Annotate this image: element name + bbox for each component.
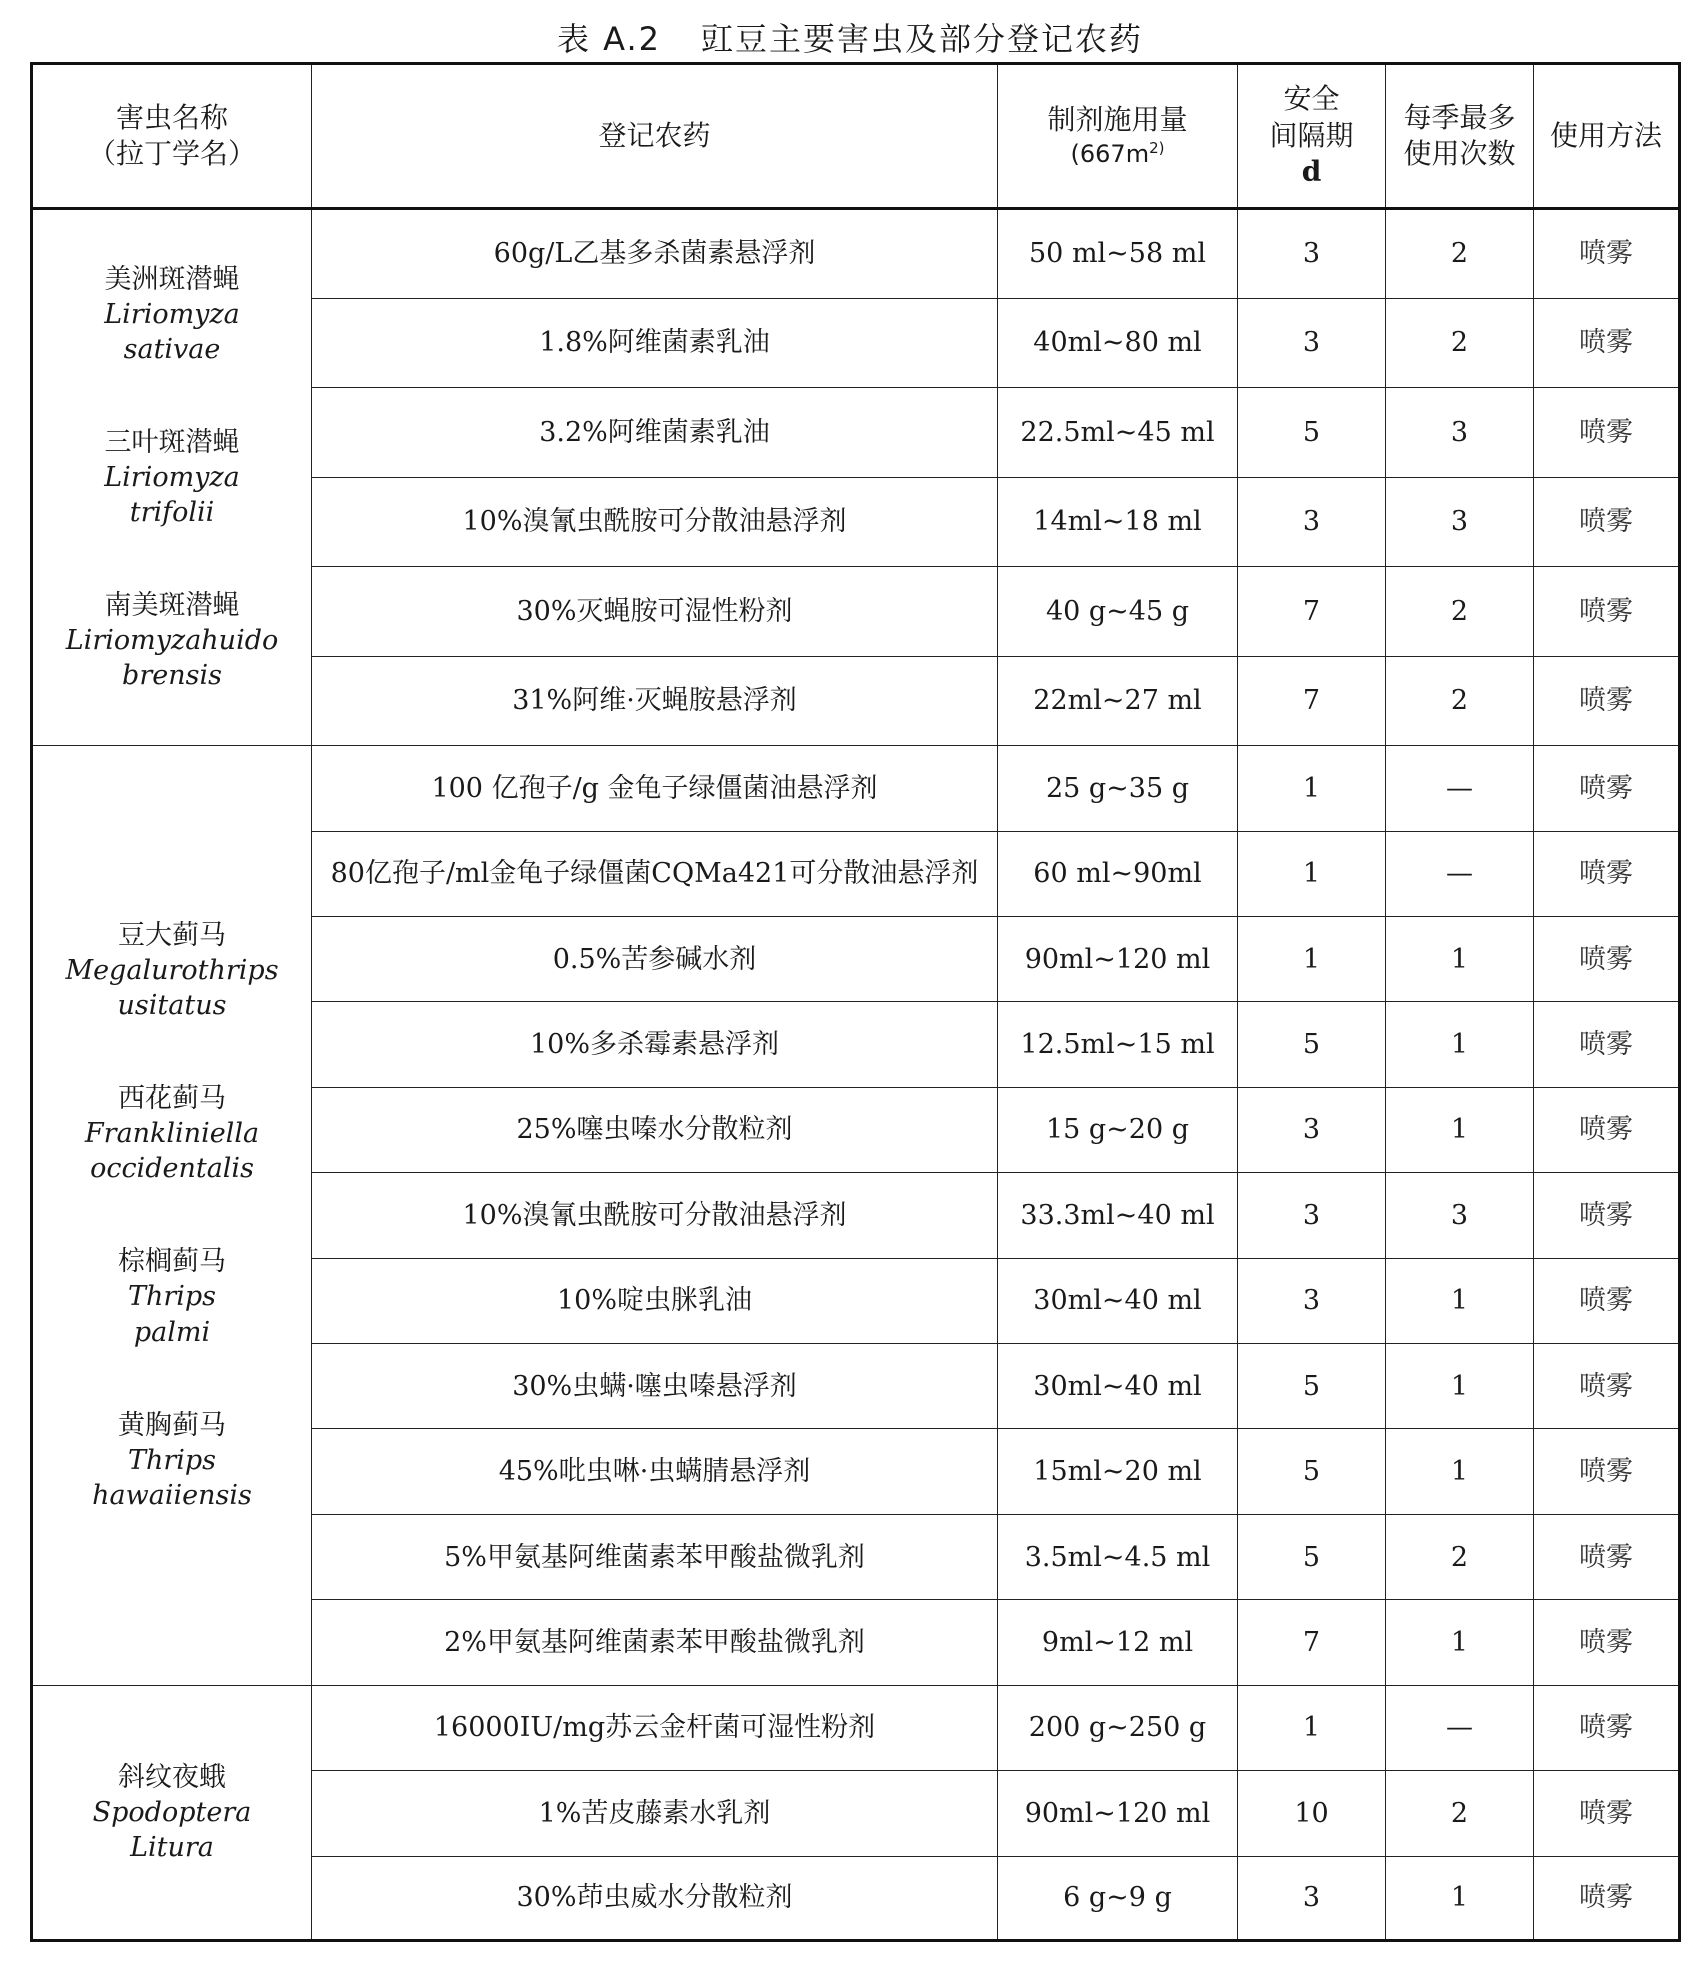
method-cell: 喷雾 [1534,567,1680,657]
max-times-cell: 2 [1386,209,1534,299]
method-cell: 喷雾 [1534,1685,1680,1770]
interval-cell: 5 [1238,1002,1386,1087]
max-times-cell: 1 [1386,1600,1534,1685]
pest-latin-species: brensis [122,660,222,692]
method-cell: 喷雾 [1534,1173,1680,1258]
pesticide-cell: 10%啶虫脒乳油 [312,1258,998,1343]
dosage-cell: 9ml~12 ml [998,1600,1238,1685]
interval-cell: 3 [1238,477,1386,567]
interval-cell: 3 [1238,1856,1386,1940]
dosage-cell: 33.3ml~40 ml [998,1173,1238,1258]
pest-latin-genus: Thrips [127,1444,217,1476]
pest-chinese-name: 黄胸蓟马 [118,1409,226,1441]
pest-latin-genus: Frankliniella [84,1118,260,1150]
table-body [32,209,1680,1941]
dosage-cell: 30ml~40 ml [998,1258,1238,1343]
pesticide-cell: 10%溴氰虫酰胺可分散油悬浮剂 [312,477,998,567]
interval-cell: 3 [1238,1173,1386,1258]
max-times-cell: 1 [1386,1002,1534,1087]
dosage-cell: 50 ml~58 ml [998,209,1238,299]
max-times-cell: 2 [1386,1514,1534,1599]
table-row [32,746,1680,831]
method-cell: 喷雾 [1534,831,1680,916]
method-cell: 喷雾 [1534,298,1680,388]
method-cell: 喷雾 [1534,1002,1680,1087]
pest-separator [37,367,307,425]
pest-separator [37,1023,307,1081]
interval-cell: 3 [1238,1258,1386,1343]
pesticide-cell: 10%多杀霉素悬浮剂 [312,1002,998,1087]
dosage-cell: 60 ml~90ml [998,831,1238,916]
max-times-cell: 3 [1386,477,1534,567]
interval-cell: 1 [1238,831,1386,916]
pest-latin-genus: Spodoptera [92,1796,252,1828]
header-dosage [998,64,1238,209]
header-max-times [1386,64,1534,209]
max-times-cell: — [1386,831,1534,916]
dosage-cell: 90ml~120 ml [998,1771,1238,1856]
interval-cell: 7 [1238,656,1386,746]
header-pest-name-line2: （拉丁学名） [87,137,256,170]
method-cell: 喷雾 [1534,1087,1680,1172]
interval-cell: 3 [1238,1087,1386,1172]
pesticide-cell: 5%甲氨基阿维菌素苯甲酸盐微乳剂 [312,1514,998,1599]
method-cell: 喷雾 [1534,1429,1680,1514]
pesticide-cell: 1%苦皮藤素水乳剂 [312,1771,998,1856]
pesticide-cell: 100 亿孢子/g 金龟子绿僵菌油悬浮剂 [312,746,998,831]
pest-separator [37,530,307,588]
header-dosage-unit-sup: 2) [1149,138,1165,157]
dosage-cell: 40 g~45 g [998,567,1238,657]
interval-cell: 5 [1238,1429,1386,1514]
dosage-cell: 22ml~27 ml [998,656,1238,746]
pest-name-cell [32,1685,312,1940]
table-row [32,1685,1680,1770]
max-times-cell: — [1386,746,1534,831]
dosage-cell: 30ml~40 ml [998,1344,1238,1429]
max-times-cell: 1 [1386,1258,1534,1343]
header-interval-line3: d [1301,155,1322,189]
pest-latin-genus: Thrips [127,1281,217,1313]
pest-chinese-name: 斜纹夜蛾 [118,1761,226,1793]
header-max-times-line2: 使用次数 [1403,137,1516,170]
max-times-cell: 1 [1386,1087,1534,1172]
method-cell: 喷雾 [1534,1514,1680,1599]
dosage-cell: 14ml~18 ml [998,477,1238,567]
pesticide-cell: 30%虫螨·噻虫嗪悬浮剂 [312,1344,998,1429]
max-times-cell: 2 [1386,1771,1534,1856]
pest-latin-species: trifolii [129,497,215,529]
header-dosage-line1: 制剂施用量 [1047,103,1188,137]
header-interval-line2: 间隔期 [1269,118,1354,152]
dosage-cell: 15ml~20 ml [998,1429,1238,1514]
pest-latin-genus: Megalurothrips [65,954,279,986]
max-times-cell: 3 [1386,388,1534,478]
method-cell: 喷雾 [1534,477,1680,567]
pesticide-cell: 60g/L乙基多杀菌素悬浮剂 [312,209,998,299]
method-cell: 喷雾 [1534,1258,1680,1343]
pest-chinese-name: 三叶斑潜蝇 [104,426,240,458]
dosage-cell: 15 g~20 g [998,1087,1238,1172]
max-times-cell: 2 [1386,567,1534,657]
pest-latin-genus: Liriomyzahuido [65,625,279,657]
interval-cell: 1 [1238,916,1386,1001]
method-cell: 喷雾 [1534,1344,1680,1429]
method-cell: 喷雾 [1534,209,1680,299]
interval-cell: 1 [1238,1685,1386,1770]
dosage-cell: 40ml~80 ml [998,298,1238,388]
interval-cell: 7 [1238,567,1386,657]
max-times-cell: 1 [1386,1429,1534,1514]
pesticide-cell: 31%阿维·灭蝇胺悬浮剂 [312,656,998,746]
pest-separator [37,1350,307,1408]
max-times-cell: 2 [1386,298,1534,388]
pesticide-cell: 3.2%阿维菌素乳油 [312,388,998,478]
table-title: 豇豆主要害虫及部分登记农药 [701,20,1144,58]
pest-name-cell [32,746,312,1686]
interval-cell: 3 [1238,298,1386,388]
dosage-cell: 3.5ml~4.5 ml [998,1514,1238,1599]
pest-latin-species: Litura [130,1831,214,1863]
dosage-cell: 25 g~35 g [998,746,1238,831]
method-cell: 喷雾 [1534,916,1680,1001]
pest-chinese-name: 美洲斑潜蝇 [104,263,240,295]
max-times-cell: 1 [1386,916,1534,1001]
pest-latin-genus: Liriomyza [104,461,240,493]
header-row [32,64,1680,209]
dosage-cell: 200 g~250 g [998,1685,1238,1770]
pest-separator [37,1186,307,1244]
method-cell: 喷雾 [1534,1856,1680,1940]
pesticide-cell: 30%茚虫威水分散粒剂 [312,1856,998,1940]
pest-chinese-name: 南美斑潜蝇 [104,590,240,622]
dosage-cell: 12.5ml~15 ml [998,1002,1238,1087]
table-number: 表 A.2 [556,20,662,58]
pesticide-cell: 25%噻虫嗪水分散粒剂 [312,1087,998,1172]
pesticide-cell: 2%甲氨基阿维菌素苯甲酸盐微乳剂 [312,1600,998,1685]
header-max-times-line1: 每季最多 [1403,100,1516,134]
pest-latin-species: hawaiiensis [92,1479,252,1511]
dosage-cell: 6 g~9 g [998,1856,1238,1940]
pest-latin-species: sativae [123,333,221,365]
table-row [32,209,1680,299]
pest-latin-species: occidentalis [90,1153,254,1185]
dosage-cell: 22.5ml~45 ml [998,388,1238,478]
interval-cell: 5 [1238,388,1386,478]
method-cell: 喷雾 [1534,746,1680,831]
pest-chinese-name: 棕榈蓟马 [118,1246,226,1278]
header-pest-name-line1: 害虫名称 [115,100,228,134]
interval-cell: 5 [1238,1344,1386,1429]
header-method: 使用方法 [1534,64,1680,209]
max-times-cell: 2 [1386,656,1534,746]
header-interval-line1: 安全 [1283,82,1340,116]
pest-latin-genus: Liriomyza [104,298,240,330]
pest-chinese-name: 豆大蓟马 [118,919,226,951]
max-times-cell: 1 [1386,1856,1534,1940]
header-dosage-unit-text: (667m [1070,139,1150,168]
interval-cell: 5 [1238,1514,1386,1599]
interval-cell: 1 [1238,746,1386,831]
method-cell: 喷雾 [1534,1600,1680,1685]
method-cell: 喷雾 [1534,1771,1680,1856]
pest-name-cell [32,209,312,746]
max-times-cell: — [1386,1685,1534,1770]
interval-cell: 7 [1238,1600,1386,1685]
interval-cell: 10 [1238,1771,1386,1856]
max-times-cell: 3 [1386,1173,1534,1258]
max-times-cell: 1 [1386,1344,1534,1429]
pest-latin-species: usitatus [117,990,227,1022]
interval-cell: 3 [1238,209,1386,299]
header-dosage-unit [1002,139,1233,170]
pesticide-cell: 30%灭蝇胺可湿性粉剂 [312,567,998,657]
pesticide-table [30,62,1681,1942]
pesticide-cell: 1.8%阿维菌素乳油 [312,298,998,388]
header-interval [1238,64,1386,209]
method-cell: 喷雾 [1534,388,1680,478]
table-caption [0,14,1700,60]
pest-chinese-name: 西花蓟马 [118,1083,226,1115]
pesticide-cell: 45%吡虫啉·虫螨腈悬浮剂 [312,1429,998,1514]
pesticide-cell: 16000IU/mg苏云金杆菌可湿性粉剂 [312,1685,998,1770]
pesticide-cell: 80亿孢子/ml金龟子绿僵菌CQMa421可分散油悬浮剂 [312,831,998,916]
dosage-cell: 90ml~120 ml [998,916,1238,1001]
method-cell: 喷雾 [1534,656,1680,746]
pesticide-cell: 10%溴氰虫酰胺可分散油悬浮剂 [312,1173,998,1258]
header-pest-name [32,64,312,209]
pesticide-cell: 0.5%苦参碱水剂 [312,916,998,1001]
pest-latin-species: palmi [133,1316,211,1348]
header-pesticide: 登记农药 [312,64,998,209]
